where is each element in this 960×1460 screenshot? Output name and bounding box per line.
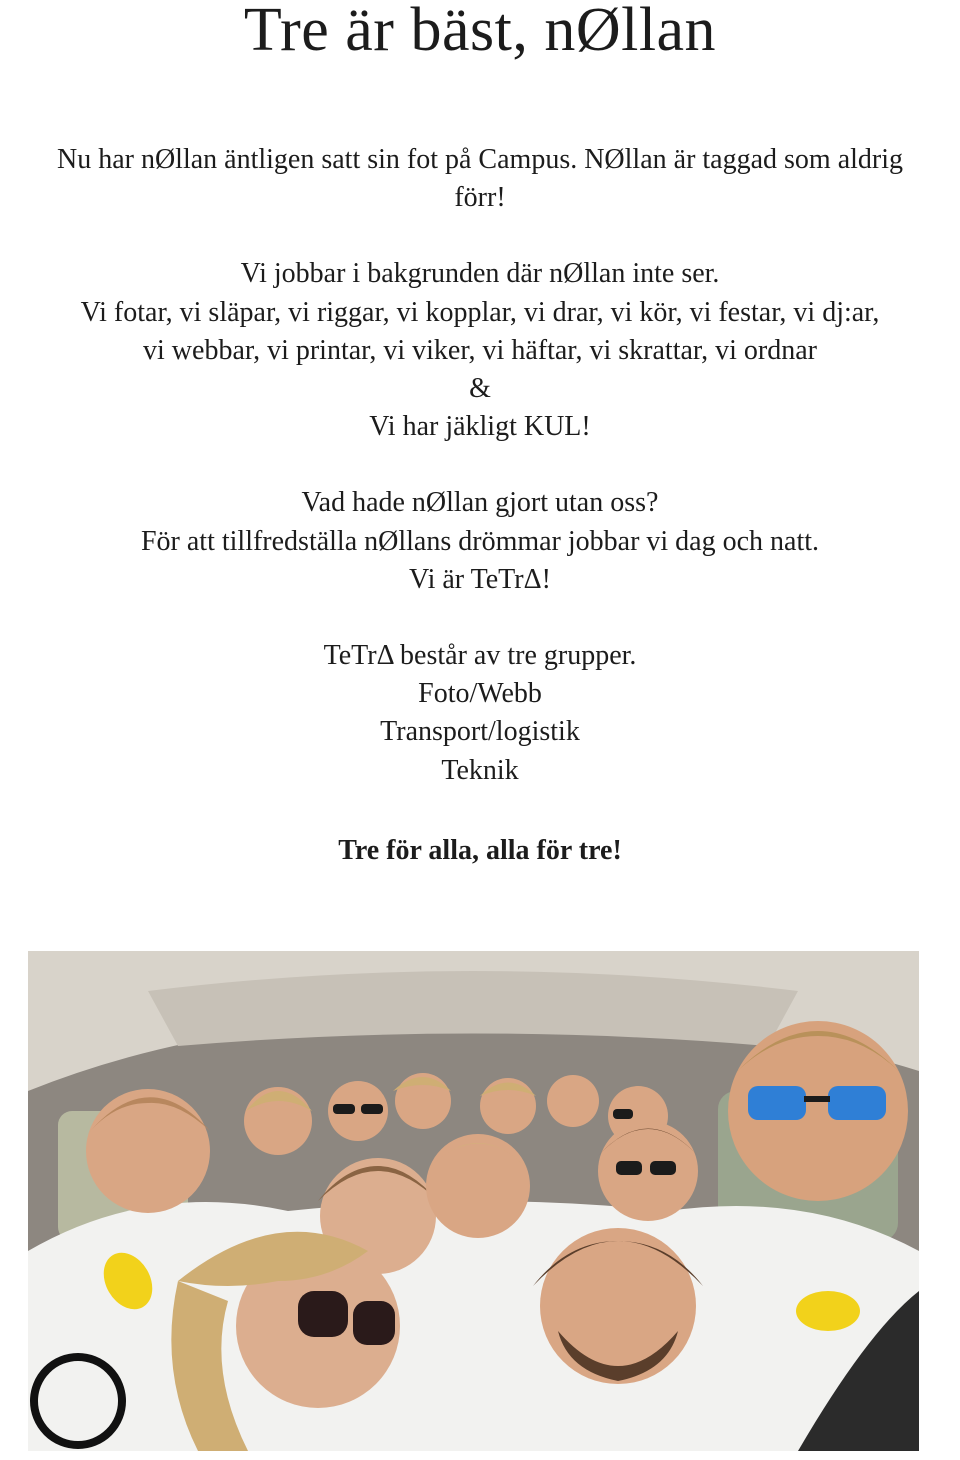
groups-intro: TeTrΔ består av tre grupper. xyxy=(323,640,637,672)
group-foto-webb: Foto/Webb xyxy=(418,678,542,710)
article-body xyxy=(0,141,960,870)
page-title: Tre är bäst, nØllan xyxy=(243,0,717,64)
work-line-3: vi webbar, vi printar, vi viker, vi häftar, vi skrattar, vi ordnar xyxy=(143,334,817,366)
motto: Tre för alla, alla för tre! xyxy=(338,834,622,866)
group-transport: Transport/logistik xyxy=(380,716,580,748)
group-photo-illustration xyxy=(28,951,919,1451)
question-line-3: Vi är TeTrΔ! xyxy=(409,563,551,595)
group-teknik: Teknik xyxy=(441,754,519,786)
question-line-1: Vad hade nØllan gjort utan oss? xyxy=(301,487,659,519)
work-line-4: & xyxy=(469,373,491,405)
question-line-2: För att tillfredställa nØllans drömmar jobbar vi dag och natt. xyxy=(140,525,820,557)
intro-line-1: Nu har nØllan äntligen satt sin fot på Campus. NØllan är taggad som aldrig xyxy=(56,144,904,175)
work-line-2: Vi fotar, vi släpar, vi riggar, vi kopplar, vi drar, vi kör, vi festar, vi dj:ar, xyxy=(80,296,880,328)
work-line-1: Vi jobbar i bakgrunden där nØllan inte ser. xyxy=(240,258,720,290)
work-line-5: Vi har jäkligt KUL! xyxy=(369,411,591,443)
intro-line-2: förr! xyxy=(454,182,506,214)
group-photo xyxy=(28,951,919,1451)
